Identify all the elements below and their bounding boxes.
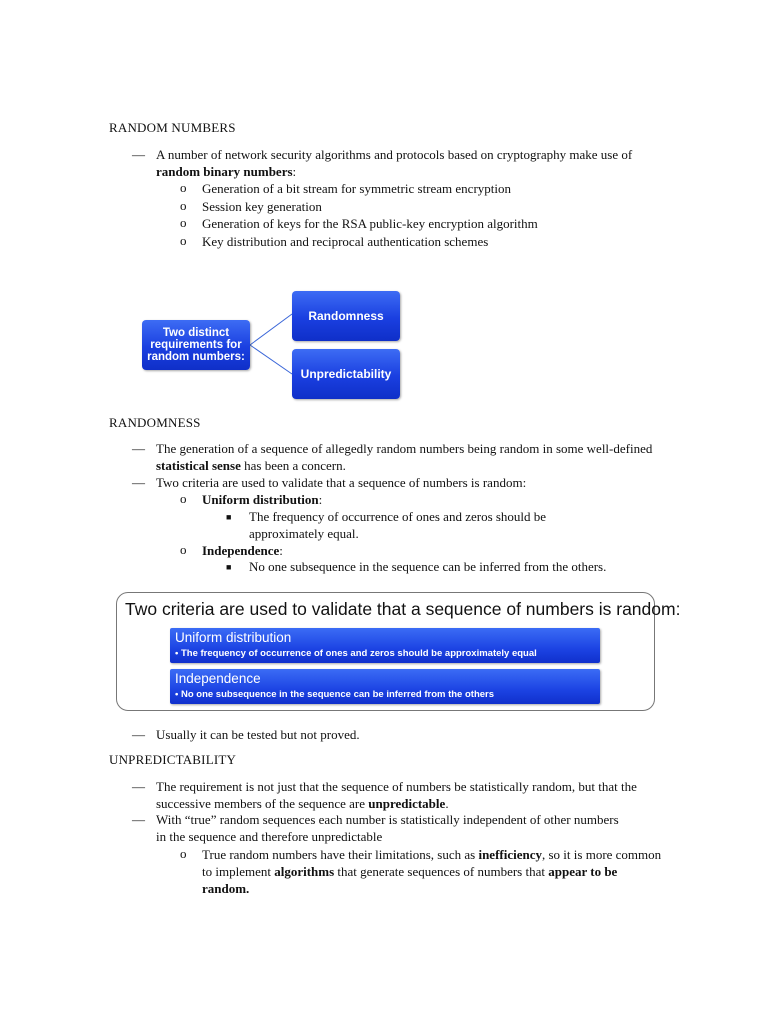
- randomness-paragraph-1: [156, 441, 661, 474]
- intro-bold: random binary numbers: [156, 163, 293, 179]
- criterion-suffix: :: [318, 492, 323, 507]
- bar-title: Uniform distribution: [175, 630, 292, 645]
- list-item: Key distribution and reciprocal authentication schemes: [202, 234, 489, 249]
- sub-bold-inefficiency: inefficiency: [478, 847, 542, 862]
- paragraph-bold: statistical sense: [156, 457, 241, 473]
- section-heading-unpredictability: UNPREDICTABILITY: [109, 752, 237, 767]
- dash-bullet: —: [132, 441, 145, 456]
- section-heading-random-numbers: RANDOM NUMBERS: [109, 120, 236, 135]
- circle-bullet: o: [180, 846, 187, 861]
- bar-title: Independence: [175, 671, 261, 686]
- requirements-box: [142, 320, 250, 370]
- circle-bullet: o: [180, 491, 187, 506]
- criterion-uniform: [202, 491, 662, 508]
- randomness-paragraph-2: Two criteria are used to validate that a sequence of numbers is random:: [156, 475, 527, 490]
- connector-line-unpredictability: [250, 345, 292, 374]
- criterion-suffix: :: [279, 543, 283, 558]
- paragraph-suffix: has been a concern.: [240, 457, 346, 473]
- true-random-limitations: [202, 846, 662, 897]
- bar-bullet: • No one subsequence in the sequence can be inferred from the others: [175, 689, 495, 700]
- dash-bullet: —: [132, 475, 145, 490]
- criterion-uniform-label: Uniform distribution: [202, 492, 319, 507]
- unpredictability-box-label: Unpredictability: [300, 367, 392, 381]
- criterion-independence: [202, 542, 662, 559]
- criterion-independence-label: Independence: [202, 543, 280, 558]
- unpredictability-paragraph-1: [156, 779, 646, 812]
- circle-bullet: o: [180, 198, 187, 213]
- intro-text: A number of network security algorithms and protocols based on cryptography make use of: [156, 147, 633, 162]
- tested-not-proved-text: Usually it can be tested but not proved.: [156, 727, 360, 742]
- square-bullet: ■: [226, 512, 232, 522]
- dash-bullet: —: [132, 147, 145, 162]
- randomness-box: [292, 291, 400, 341]
- paragraph-suffix: .: [445, 795, 449, 811]
- paragraph-text: The requirement is not just that the sequence of numbers be statistically random, but that the successive members of the sequence are: [156, 779, 637, 811]
- criterion-uniform-detail: The frequency of occurrence of ones and zeros should be approximately equal.: [249, 509, 547, 541]
- list-item: Generation of a bit stream for symmetric stream encryption: [202, 181, 512, 196]
- paragraph-bold: unpredictable: [368, 795, 446, 811]
- criteria-panel-title: Two criteria are used to validate that a sequence of numbers is random:: [125, 599, 681, 619]
- dash-bullet: —: [132, 727, 145, 742]
- connector-line-randomness: [250, 314, 292, 345]
- circle-bullet: o: [180, 542, 187, 557]
- list-item: Session key generation: [202, 199, 322, 214]
- dash-bullet: —: [132, 812, 145, 827]
- unpredictability-paragraph-2: With “true” random sequences each number is statistically independent of other numbers in the sequence and therefore unpredictable: [156, 812, 619, 844]
- sub-text: that generate sequences of numbers that: [334, 864, 549, 879]
- randomness-box-label: Randomness: [308, 309, 384, 323]
- sub-text: , so it is more common to implement: [202, 847, 662, 879]
- circle-bullet: o: [180, 180, 187, 195]
- square-bullet: ■: [226, 562, 232, 572]
- sub-text: True random numbers have their limitations, such as: [202, 847, 479, 862]
- sub-bold-appear-random: appear to be random.: [202, 864, 618, 896]
- criterion-independence-detail: No one subsequence in the sequence can be inferred from the others.: [249, 559, 607, 574]
- paragraph-text: The generation of a sequence of allegedly random numbers being random in some well-defined: [156, 441, 653, 456]
- circle-bullet: o: [180, 233, 187, 248]
- intro-suffix: :: [292, 163, 297, 179]
- unpredictability-box: [292, 349, 400, 399]
- criteria-panel: [116, 592, 681, 711]
- uniform-distribution-bar: [170, 628, 600, 663]
- circle-bullet: o: [180, 215, 187, 230]
- requirements-box-label: Two distinct requirements for random numbers:: [147, 327, 245, 363]
- independence-bar: [170, 669, 600, 704]
- bar-bullet: • The frequency of occurrence of ones and zeros should be approximately equal: [175, 648, 537, 659]
- section-heading-randomness: RANDOMNESS: [109, 415, 201, 430]
- dash-bullet: —: [132, 779, 145, 794]
- sub-bold-algorithms: algorithms: [274, 864, 335, 879]
- list-item: Generation of keys for the RSA public-key encryption algorithm: [202, 216, 538, 231]
